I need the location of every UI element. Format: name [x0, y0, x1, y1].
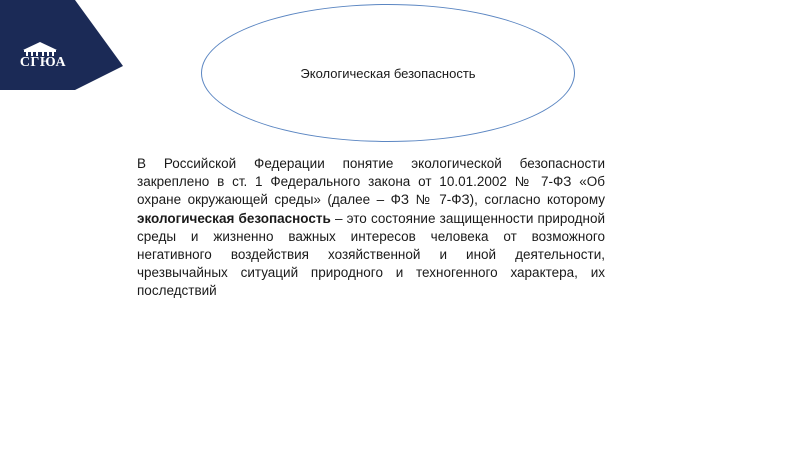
logo-banner [0, 0, 125, 90]
defined-term: экологическая безопасность [137, 210, 331, 226]
title-ellipse [201, 4, 575, 142]
paragraph-text-end: – это состояние защищенности природной среды и жизненно важных интересов человека от возможного негативного воздействия хозяйственной и иной деятельности, чрезвычайных ситуаций природного и техногенного характера, их последствий [137, 210, 606, 299]
paragraph-text-start: В Российской Федерации понятие экологической безопасности закреплено в ст. 1 Федерального закона от 10.01.2002 № 7-ФЗ «Об охране окружающей среды» (далее – ФЗ № 7-ФЗ), согласно которому [137, 156, 605, 208]
definition-paragraph [137, 155, 605, 301]
page-title: Экологическая безопасность [300, 65, 476, 81]
logo-text: СГЮА [19, 55, 67, 70]
banner-shape [0, 0, 125, 90]
